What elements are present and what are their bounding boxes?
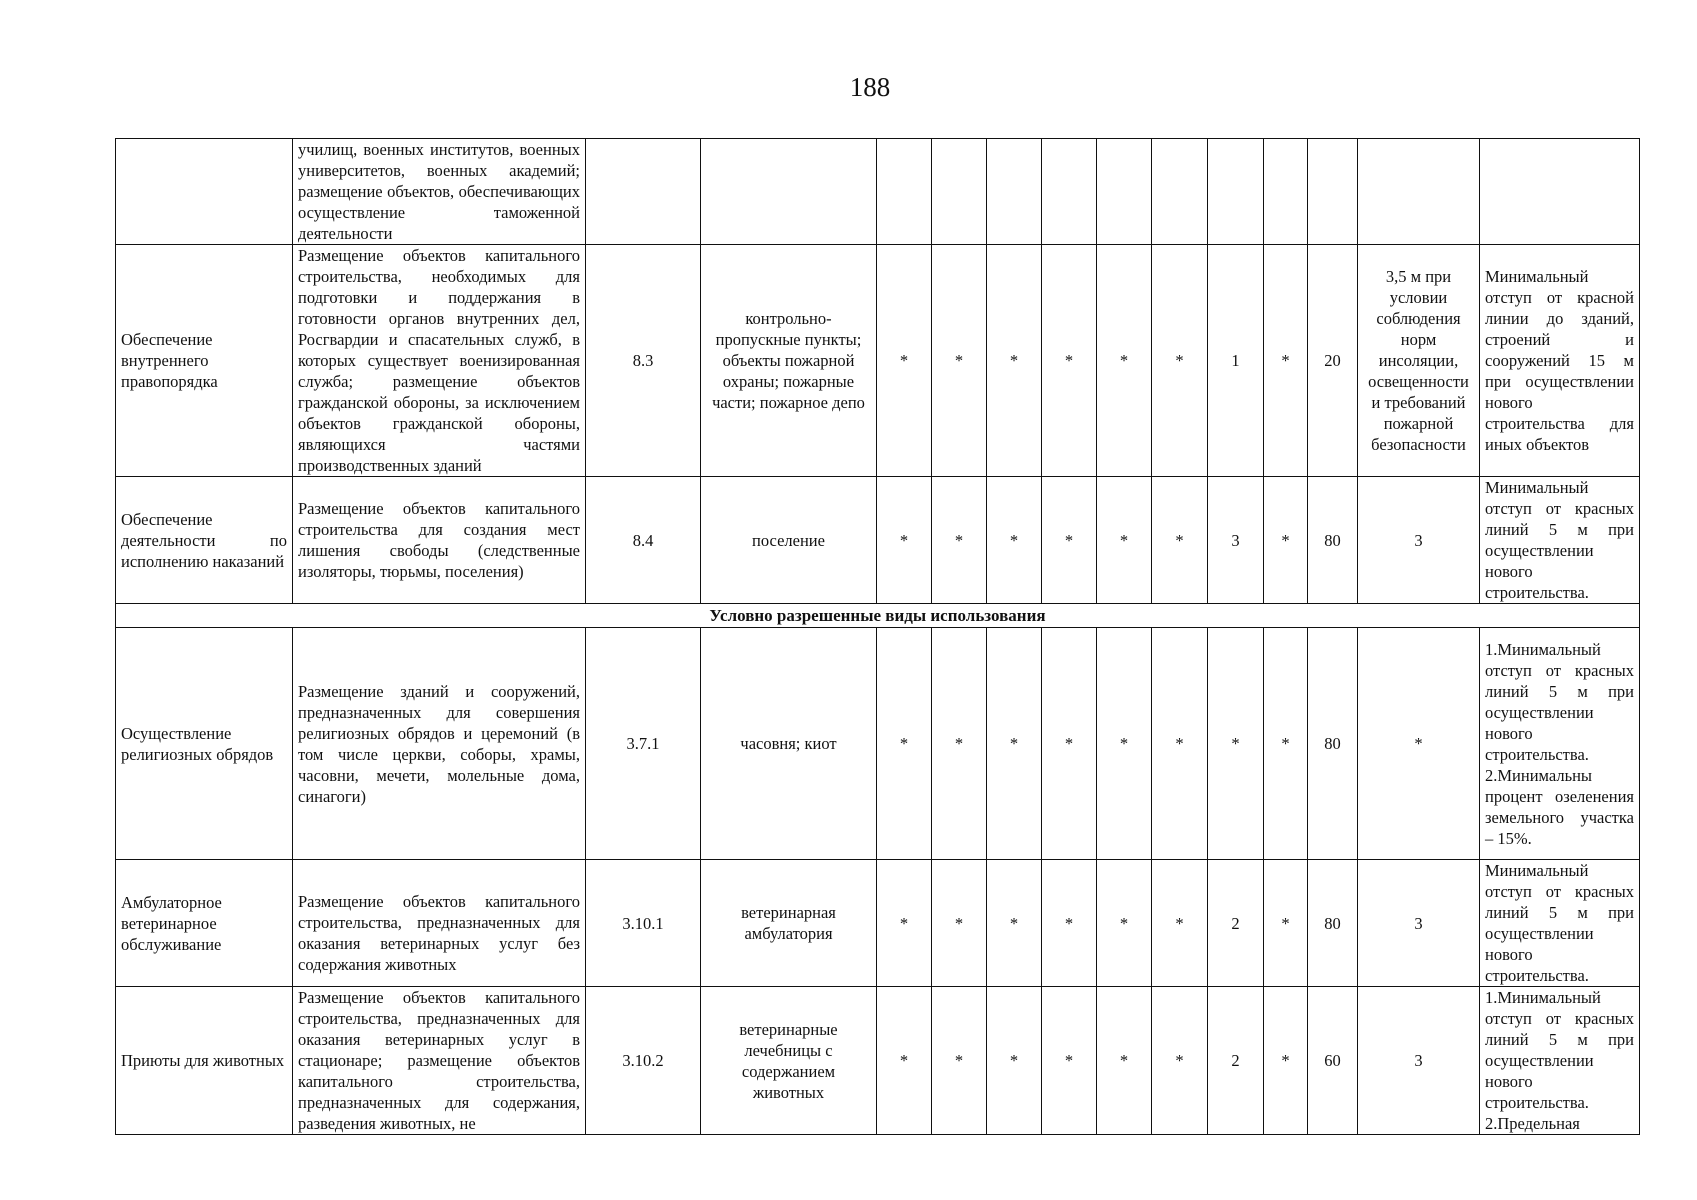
param-cell-1: * (877, 987, 932, 1135)
param-cell-8: * (1264, 987, 1308, 1135)
param-cell-9: 80 (1308, 477, 1358, 604)
setback-cell: 3 (1358, 477, 1480, 604)
param-cell-1: * (877, 477, 932, 604)
objects-cell (701, 139, 877, 245)
param-cell-3: * (987, 860, 1042, 987)
page-number: 188 (849, 72, 891, 102)
section-header: Условно разрешенные виды использования (116, 604, 1640, 628)
section-header-row (116, 604, 1640, 628)
note-cell: 1.Минимальный отступ от красных линий 5 м при осуществлении нового строительства. 2.Минимальны процент озеленения земельного участка – 15%. (1480, 628, 1640, 860)
param-cell-7 (1208, 139, 1264, 245)
code-cell (586, 139, 701, 245)
param-cell-1: * (877, 628, 932, 860)
param-cell-5: * (1097, 987, 1152, 1135)
param-cell-3: * (987, 628, 1042, 860)
description-cell: училищ, военных институтов, военных университетов, военных академий; размещение объектов, обеспечивающих осуществление таможенной деятельности (293, 139, 586, 245)
note-cell: Минимальный отступ от красной линии до зданий, строений и сооружений 15 м при осуществлении нового строительства для иных объектов (1480, 245, 1640, 477)
param-cell-2: * (932, 245, 987, 477)
param-cell-4: * (1042, 477, 1097, 604)
param-cell-5 (1097, 139, 1152, 245)
use-name-cell (116, 139, 293, 245)
param-cell-6 (1152, 139, 1208, 245)
param-cell-5: * (1097, 860, 1152, 987)
code-cell: 3.10.1 (586, 860, 701, 987)
land-use-table (115, 138, 1640, 1135)
objects-cell: часовня; киот (701, 628, 877, 860)
param-cell-3 (987, 139, 1042, 245)
use-name-cell: Осуществление религиозных обрядов (116, 628, 293, 860)
param-cell-3: * (987, 245, 1042, 477)
param-cell-7: 1 (1208, 245, 1264, 477)
code-cell: 3.7.1 (586, 628, 701, 860)
table-row (116, 245, 1640, 477)
note-cell: Минимальный отступ от красных линий 5 м при осуществлении нового строительства. (1480, 860, 1640, 987)
param-cell-8: * (1264, 477, 1308, 604)
setback-cell: 3 (1358, 860, 1480, 987)
table-row (116, 860, 1640, 987)
param-cell-2: * (932, 477, 987, 604)
use-name-cell: Обеспечение деятельности по исполнению наказаний (116, 477, 293, 604)
param-cell-9: 20 (1308, 245, 1358, 477)
table-row (116, 628, 1640, 860)
param-cell-6: * (1152, 987, 1208, 1135)
objects-cell: ветеринарная амбулатория (701, 860, 877, 987)
code-cell: 8.3 (586, 245, 701, 477)
param-cell-7: 3 (1208, 477, 1264, 604)
param-cell-6: * (1152, 860, 1208, 987)
param-cell-6: * (1152, 628, 1208, 860)
param-cell-9 (1308, 139, 1358, 245)
description-cell: Размещение зданий и сооружений, предназначенных для совершения религиозных обрядов и церемоний (в том числе церкви, соборы, храмы, часовни, мечети, молельные дома, синагоги) (293, 628, 586, 860)
param-cell-5: * (1097, 477, 1152, 604)
objects-cell: поселение (701, 477, 877, 604)
table-row (116, 139, 1640, 245)
param-cell-5: * (1097, 628, 1152, 860)
use-name-cell: Амбулаторное ветеринарное обслуживание (116, 860, 293, 987)
table-row (116, 477, 1640, 604)
param-cell-1: * (877, 245, 932, 477)
param-cell-3: * (987, 987, 1042, 1135)
param-cell-9: 80 (1308, 860, 1358, 987)
code-cell: 8.4 (586, 477, 701, 604)
note-cell (1480, 139, 1640, 245)
setback-cell: * (1358, 628, 1480, 860)
param-cell-2: * (932, 860, 987, 987)
param-cell-5: * (1097, 245, 1152, 477)
param-cell-8 (1264, 139, 1308, 245)
param-cell-3: * (987, 477, 1042, 604)
param-cell-1: * (877, 860, 932, 987)
param-cell-7: 2 (1208, 987, 1264, 1135)
setback-cell (1358, 139, 1480, 245)
use-name-cell: Приюты для животных (116, 987, 293, 1135)
param-cell-4 (1042, 139, 1097, 245)
description-cell: Размещение объектов капитального строительства, необходимых для подготовки и поддержания в готовности органов внутренних дел, Росгвардии и спасательных служб, в которых существует военизированная служба; размещение объектов гражданской обороны, за исключением объектов гражданской обороны, являющихся частями производственных зданий (293, 245, 586, 477)
param-cell-6: * (1152, 245, 1208, 477)
param-cell-7: 2 (1208, 860, 1264, 987)
note-cell: 1.Минимальный отступ от красных линий 5 м при осуществлении нового строительства. 2.Предельная (1480, 987, 1640, 1135)
param-cell-9: 80 (1308, 628, 1358, 860)
description-cell: Размещение объектов капитального строительства для создания мест лишения свободы (следственные изоляторы, тюрьмы, поселения) (293, 477, 586, 604)
param-cell-8: * (1264, 860, 1308, 987)
param-cell-4: * (1042, 245, 1097, 477)
objects-cell: контрольно-пропускные пункты; объекты пожарной охраны; пожарные части; пожарное депо (701, 245, 877, 477)
param-cell-2 (932, 139, 987, 245)
description-cell: Размещение объектов капитального строительства, предназначенных для оказания ветеринарных услуг без содержания животных (293, 860, 586, 987)
param-cell-1 (877, 139, 932, 245)
objects-cell: ветеринарные лечебницы с содержанием животных (701, 987, 877, 1135)
table-row (116, 987, 1640, 1135)
setback-cell: 3 (1358, 987, 1480, 1135)
param-cell-7: * (1208, 628, 1264, 860)
param-cell-4: * (1042, 987, 1097, 1135)
setback-cell: 3,5 м при условии соблюдения норм инсоляции, освещенности и требований пожарной безопасности (1358, 245, 1480, 477)
param-cell-6: * (1152, 477, 1208, 604)
note-cell: Минимальный отступ от красных линий 5 м при осуществлении нового строительства. (1480, 477, 1640, 604)
param-cell-4: * (1042, 860, 1097, 987)
description-cell: Размещение объектов капитального строительства, предназначенных для оказания ветеринарных услуг в стационаре; размещение объектов капитального строительства, предназначенных для содержания, разведения животных, не (293, 987, 586, 1135)
param-cell-2: * (932, 987, 987, 1135)
param-cell-2: * (932, 628, 987, 860)
param-cell-8: * (1264, 245, 1308, 477)
param-cell-9: 60 (1308, 987, 1358, 1135)
param-cell-4: * (1042, 628, 1097, 860)
code-cell: 3.10.2 (586, 987, 701, 1135)
param-cell-8: * (1264, 628, 1308, 860)
use-name-cell: Обеспечение внутреннего правопорядка (116, 245, 293, 477)
